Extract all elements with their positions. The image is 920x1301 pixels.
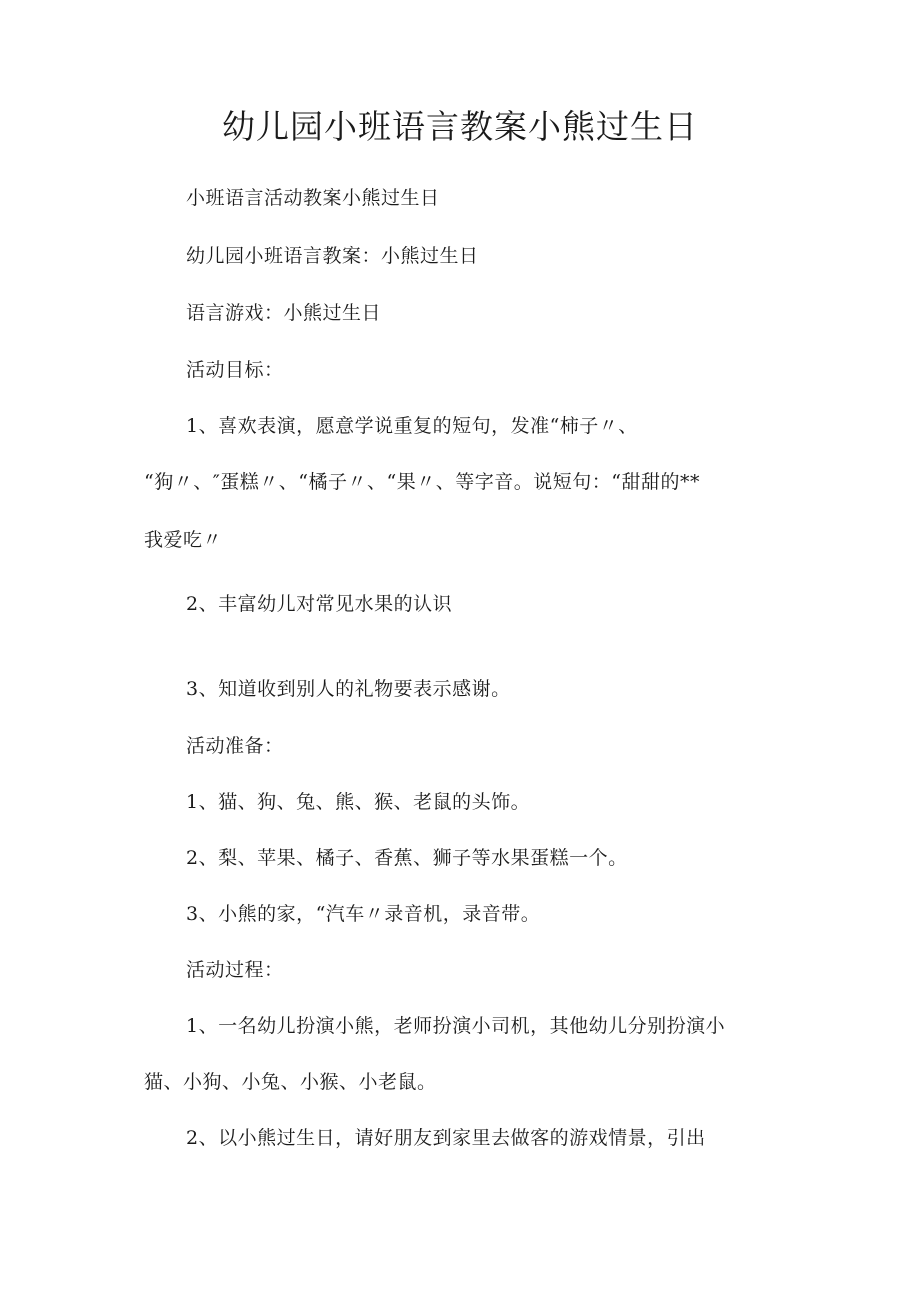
process-item-2: 2、以小熊过生日，请好朋友到家里去做客的游戏情景，引出 bbox=[186, 1127, 706, 1149]
preparation-item-1: 1、猫、狗、兔、熊、猴、老鼠的头饰。 bbox=[186, 791, 531, 813]
goal-item-3: 3、知道收到别人的礼物要表示感谢。 bbox=[186, 678, 511, 700]
process-item-1: 1、一名幼儿扮演小熊，老师扮演小司机，其他幼儿分别扮演小 bbox=[186, 1015, 726, 1037]
preparation-item-3: 3、小熊的家，“汽车〃录音机，录音带。 bbox=[186, 903, 541, 925]
document-title: 幼儿园小班语言教案小熊过生日 bbox=[222, 107, 698, 146]
lesson-name-line: 幼儿园小班语言教案：小熊过生日 bbox=[186, 245, 479, 267]
preparation-item-2: 2、梨、苹果、橘子、香蕉、狮子等水果蛋糕一个。 bbox=[186, 847, 628, 869]
goal-item-1-continued: “狗〃、″蛋糕〃、“橘子〃、“果〃、等字音。说短句：“甜甜的** bbox=[144, 471, 700, 493]
goal-item-1-end: 我爱吃〃 bbox=[144, 529, 223, 551]
goal-item-1: 1、喜欢表演，愿意学说重复的短句，发准“柿子〃、 bbox=[186, 415, 638, 437]
section-heading-goals: 活动目标： bbox=[186, 359, 284, 381]
section-heading-preparation: 活动准备： bbox=[186, 735, 284, 757]
subtitle-line: 小班语言活动教案小熊过生日 bbox=[186, 187, 440, 209]
process-item-1-continued: 猫、小狗、小兔、小猴、小老鼠。 bbox=[144, 1071, 437, 1093]
section-heading-process: 活动过程： bbox=[186, 959, 284, 981]
goal-item-2: 2、丰富幼儿对常见水果的认识 bbox=[186, 593, 453, 615]
game-name-line: 语言游戏：小熊过生日 bbox=[186, 302, 382, 324]
